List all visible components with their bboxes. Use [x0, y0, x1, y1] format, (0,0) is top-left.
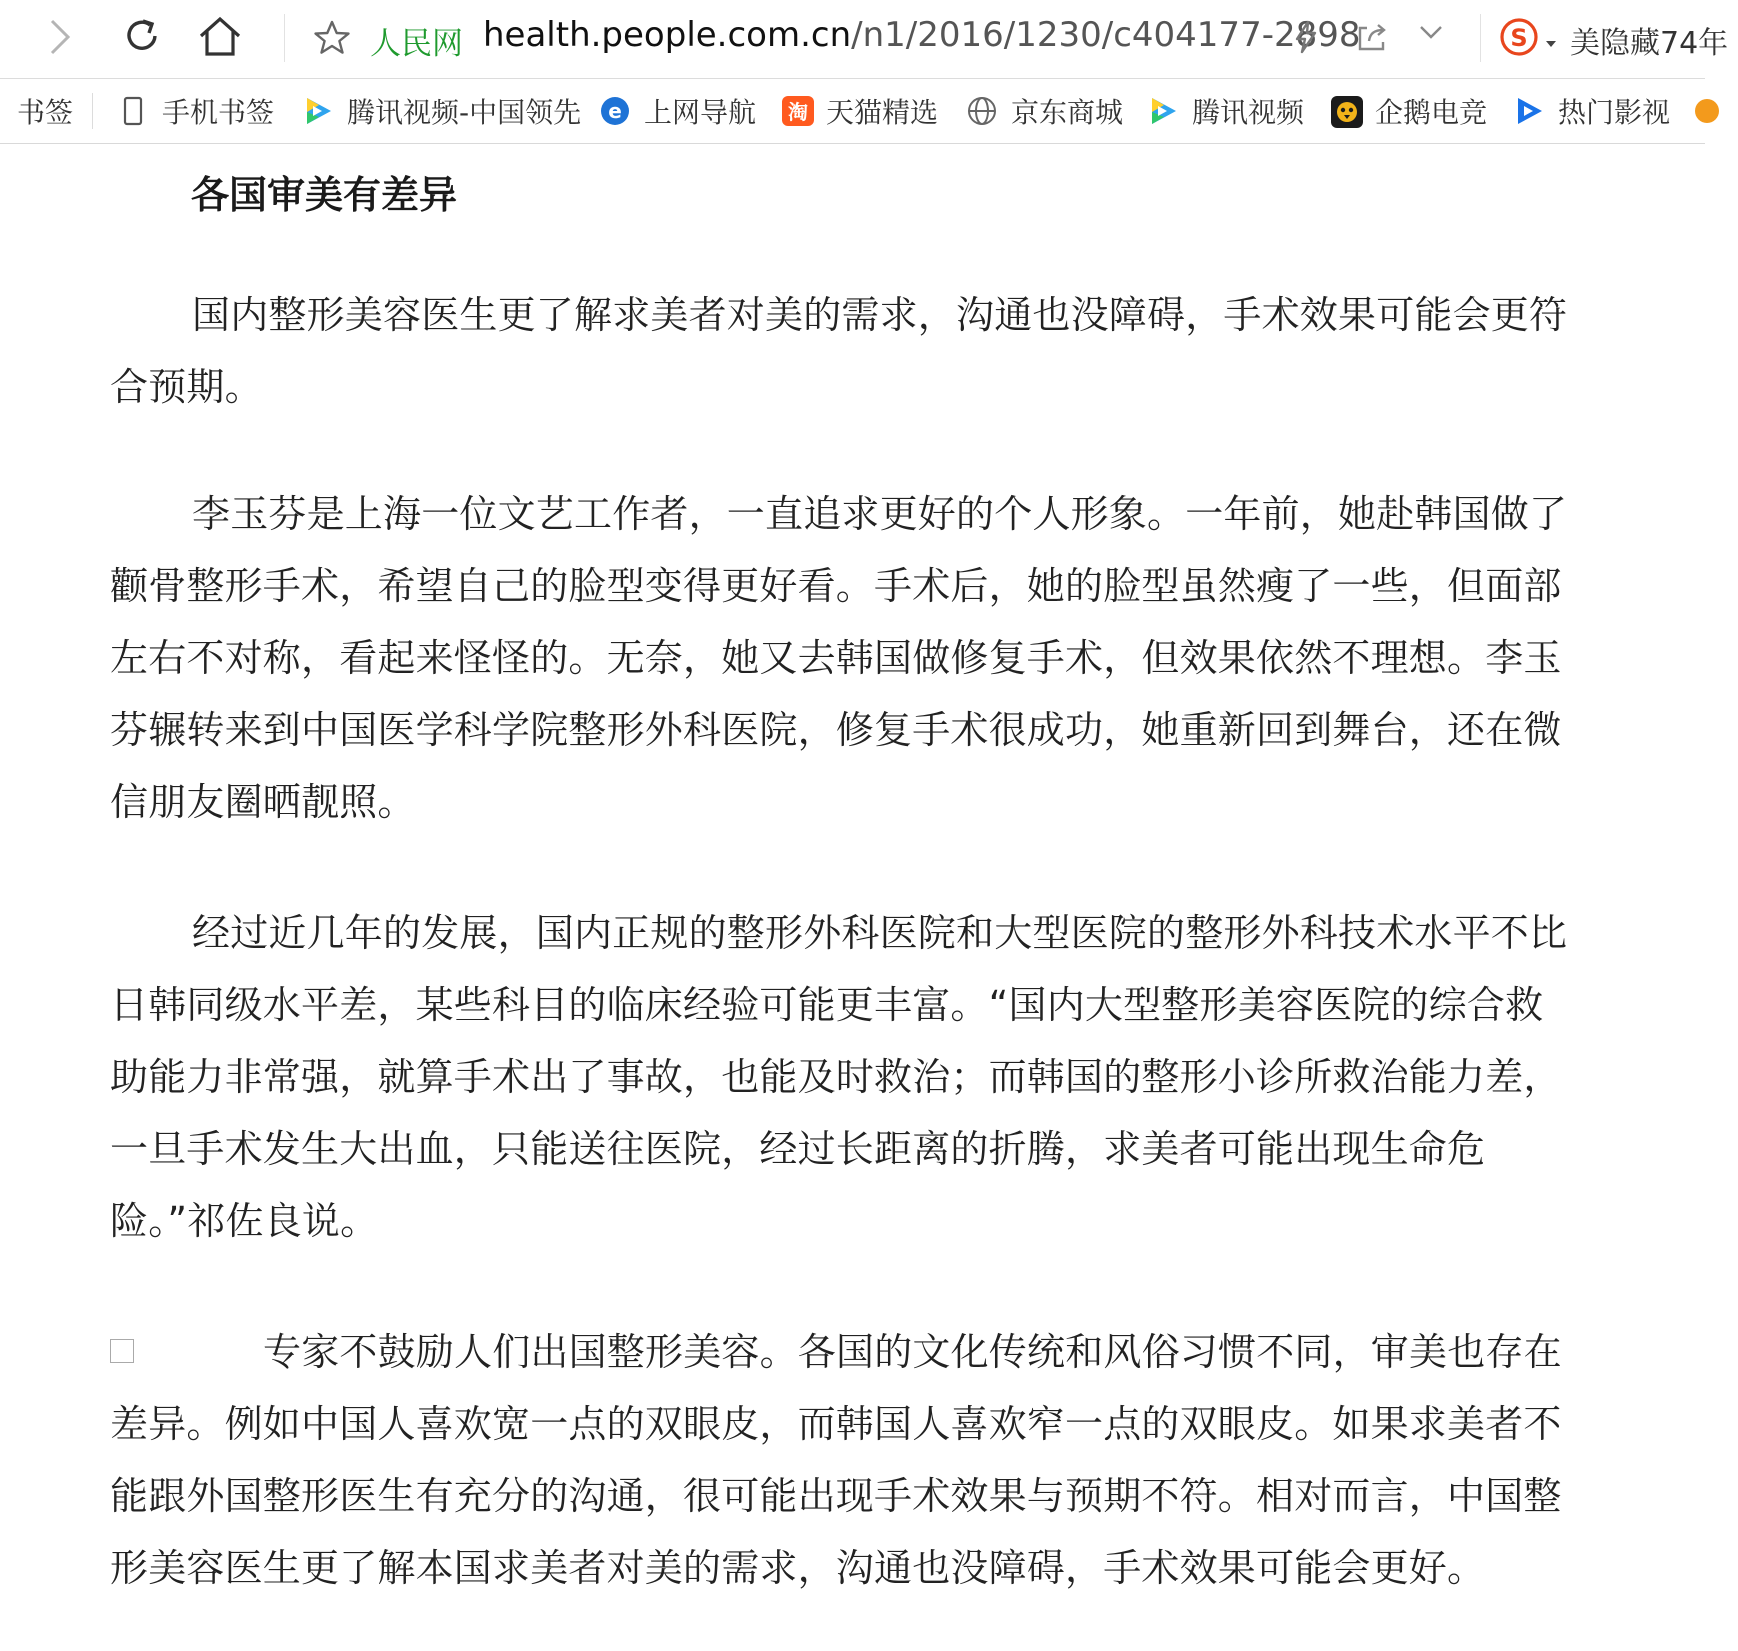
chevron-down-icon[interactable]: [1417, 22, 1445, 46]
bookmarks-bar: [0, 79, 1705, 144]
bookmark-overflow[interactable]: [1693, 90, 1738, 132]
svg-text:淘: 淘: [788, 100, 808, 124]
bookmark-label: 腾讯视频: [1192, 96, 1305, 129]
separator: [284, 14, 285, 62]
bookmark-tencent-video[interactable]: [1147, 90, 1304, 132]
bookmark-overflow-icon: [1693, 95, 1725, 127]
paragraph-2: 李玉芬是上海一位文艺工作者，一直追求更好的个人形象。一年前，她赴韩国做了颧骨整形手术，希望自己的脸型变得更好看。手术后，她的脸型虽然瘦了一些，但面部左右不对称，看起来怪怪的。无奈，她又去韩国做修复手术，但效果依然不理想。李玉芬辗转来到中国医学科学院整形外科医院，修复手术很成功，她重新回到舞台，还在微信朋友圈晒靓照。: [110, 492, 1568, 824]
bookmark-label: 企鹅电竞: [1375, 96, 1488, 129]
refresh-icon[interactable]: [120, 14, 164, 62]
bookmark-tencent-video-china[interactable]: [302, 90, 582, 132]
separator: [1480, 14, 1481, 62]
sogou-search-icon[interactable]: [1499, 17, 1539, 61]
svg-text:S: S: [1510, 24, 1528, 52]
svg-text:e: e: [608, 99, 622, 123]
bookmark-label: 上网导航: [644, 96, 757, 129]
penguin-esports-icon: [1330, 95, 1362, 127]
star-icon[interactable]: [313, 19, 351, 61]
separator: [92, 93, 93, 129]
paragraph-3: 经过近几年的发展，国内正规的整形外科医院和大型医院的整形外科技术水平不比日韩同级水平差，某些科目的临床经验可能更丰富。“国内大型整形美容医院的综合救助能力非常强，就算手术出了事故，也能及时救治；而韩国的整形小诊所救治能力差，一旦手术发生大出血，只能送往医院，经过长距离的折腾，求美者可能出现生命危险。”祁佐良说。: [110, 911, 1568, 1243]
section-heading: 各国审美有差异: [191, 173, 458, 217]
bookmark-hot-movies[interactable]: [1513, 90, 1670, 132]
site-name: 人民网: [370, 26, 463, 62]
broken-image-icon: [110, 1339, 134, 1363]
share-icon[interactable]: [1355, 20, 1389, 58]
bookmark-label: 天猫精选: [826, 96, 939, 129]
paragraph-4: [110, 1316, 1580, 1604]
tencent-video-icon: [1147, 95, 1179, 127]
caret-down-icon[interactable]: [1544, 34, 1558, 53]
article-content: [0, 144, 1705, 1651]
url-field[interactable]: [483, 15, 1361, 55]
search-suggestion[interactable]: 美隐藏74年: [1570, 26, 1729, 61]
url-host: health.people.com.cn: [483, 15, 852, 55]
ie-icon: [599, 95, 631, 127]
bookmark-jd[interactable]: [966, 90, 1123, 132]
bookmark-label: 手机书签: [162, 96, 275, 129]
paragraph-1: 国内整形美容医生更了解求美者对美的需求，沟通也没障碍，手术效果可能会更符合预期。: [110, 293, 1568, 409]
bookmarks-label-text: 书签: [17, 96, 74, 129]
bookmark-tmall[interactable]: [781, 90, 938, 132]
bookmark-label: 京东商城: [1011, 96, 1124, 129]
tencent-video-icon: [302, 95, 334, 127]
paragraph-4-text: 专家不鼓励人们出国整形美容。各国的文化传统和风俗习惯不同，审美也存在差异。例如中国人喜欢宽一点的双眼皮，而韩国人喜欢窄一点的双眼皮。如果求美者不能跟外国整形医生有充分的沟通，很可能出现手术效果与预期不符。相对而言，中国整形美容医生更了解本国求美者对美的需求，沟通也没障碍，手术效果可能会更好。: [110, 1330, 1562, 1590]
bookmark-penguin-esports[interactable]: [1330, 90, 1487, 132]
globe-icon: [966, 95, 998, 127]
home-icon[interactable]: [197, 14, 243, 64]
lightning-icon[interactable]: [1292, 20, 1320, 58]
address-bar: [0, 0, 1729, 79]
bookmark-label: 腾讯视频-中国领先: [347, 96, 582, 129]
play-icon: [1513, 95, 1545, 127]
bookmarks-label[interactable]: [17, 90, 73, 132]
bookmark-label: 热门影视: [1558, 96, 1671, 129]
bookmark-mobile[interactable]: [117, 90, 274, 132]
phone-icon: [117, 95, 149, 127]
taobao-icon: [781, 95, 813, 127]
url-path: /n1/2016/1230/c404177-2898: [851, 15, 1361, 55]
bookmark-navigation[interactable]: [599, 90, 756, 132]
forward-icon[interactable]: [44, 16, 74, 62]
